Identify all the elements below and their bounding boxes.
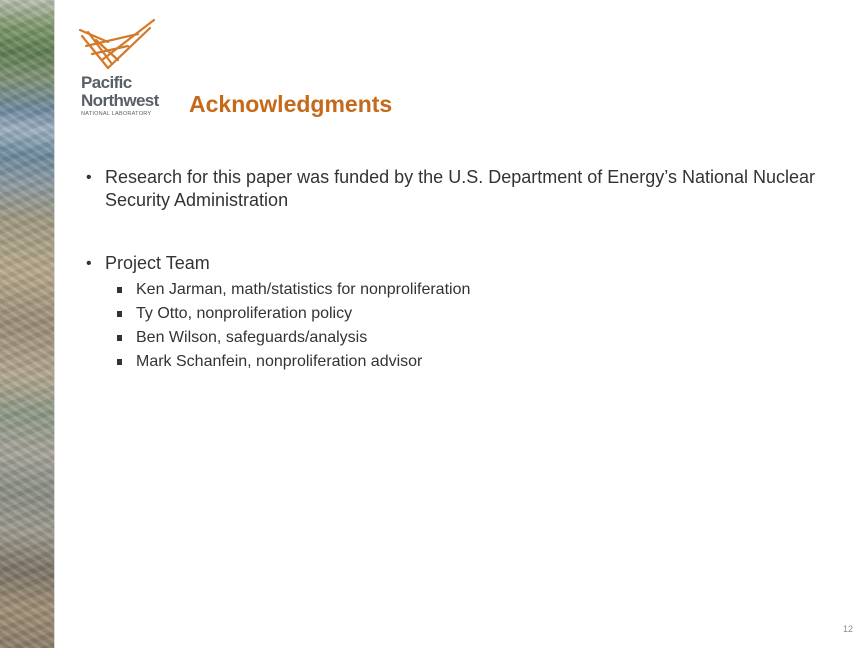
square-bullet-icon [117,359,122,365]
logo-text-national-laboratory: NATIONAL LABORATORY [81,111,152,117]
bullet-text: Project Team [105,253,210,273]
bullet-dot-icon: • [86,169,92,186]
bullet-text: Research for this paper was funded by the U.S. Department of Energy’s National Nuclear Security Administration [105,167,816,210]
bullet-item [86,166,826,212]
logo-text-northwest: Northwest [81,91,159,110]
sub-bullet-text: Ken Jarman, math/statistics for nonproliferation [136,281,471,298]
sub-bullet-text: Mark Schanfein, nonproliferation advisor [136,353,423,370]
sub-bullet-item [117,326,826,350]
bullet-list [86,166,826,374]
logo-text-pacific: Pacific [81,73,132,92]
page-number: 12 [842,624,853,634]
pnnl-logo-mark-icon [78,16,158,72]
square-bullet-icon [117,335,122,341]
square-bullet-icon [117,311,122,317]
square-bullet-icon [117,287,122,293]
sub-bullet-item [117,350,826,374]
sub-bullet-list [86,278,826,374]
sub-bullet-text: Ty Otto, nonproliferation policy [136,305,353,322]
sub-bullet-item [117,302,826,326]
bullet-dot-icon: • [86,255,92,272]
slide-title: Acknowledgments [189,91,393,117]
sub-bullet-item [117,278,826,302]
aerial-photo-strip [0,0,54,648]
pnnl-logo [78,16,162,120]
photo-divider [54,0,55,648]
sub-bullet-text: Ben Wilson, safeguards/analysis [136,329,368,346]
bullet-item [86,252,826,275]
